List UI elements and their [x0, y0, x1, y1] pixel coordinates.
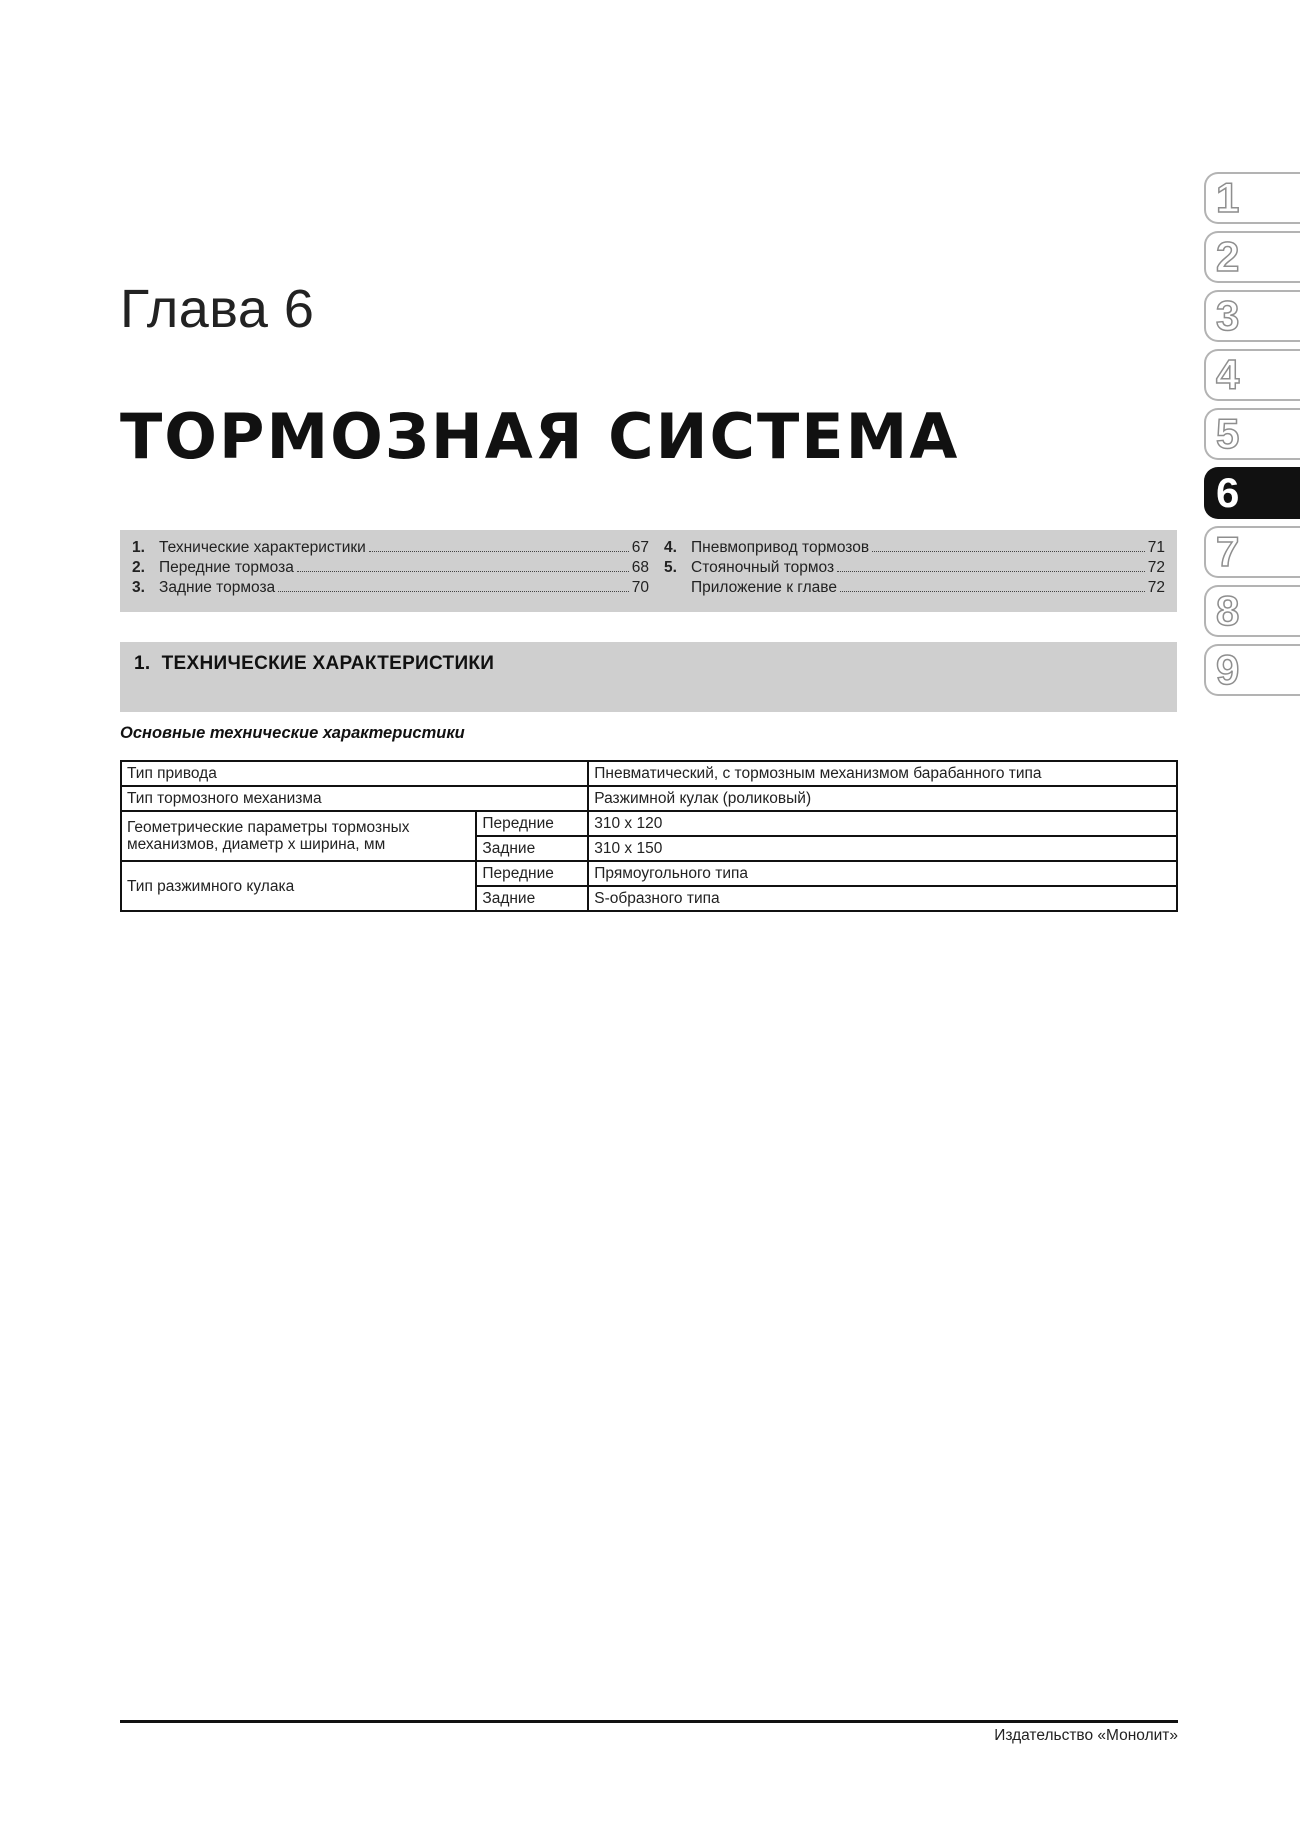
toc-item-page: 67 — [631, 539, 649, 556]
table-cell-sublabel: Задние — [476, 836, 588, 861]
toc-item-number: 1. — [132, 539, 145, 556]
chapter-tab-3[interactable]: 3 — [1204, 290, 1300, 342]
chapter-tab-2[interactable]: 2 — [1204, 231, 1300, 283]
toc-leader-dots — [872, 550, 1145, 552]
section-number: 1. — [134, 653, 151, 674]
toc-leader-dots — [840, 590, 1145, 592]
toc-item-page: 72 — [1147, 579, 1165, 596]
toc-item[interactable] — [132, 579, 649, 599]
table-cell-value: Пневматический, с тормозным механизмом барабанного типа — [588, 761, 1177, 786]
table-of-contents — [120, 530, 1177, 612]
toc-leader-dots — [837, 570, 1145, 572]
toc-item-title: Стояночный тормоз — [691, 559, 835, 576]
toc-item[interactable] — [132, 559, 649, 579]
toc-item-number: 4. — [664, 539, 677, 556]
chapter-tabs — [1204, 172, 1300, 703]
table-row — [121, 786, 1177, 811]
table-cell-value: Разжимной кулак (роликовый) — [588, 786, 1177, 811]
table-cell-label: Тип разжимного кулака — [121, 861, 476, 911]
table-cell-value: Прямоугольного типа — [588, 861, 1177, 886]
table-cell-label: Тип привода — [121, 761, 588, 786]
toc-leader-dots — [278, 590, 629, 592]
toc-item-number: 2. — [132, 559, 145, 576]
chapter-tab-8[interactable]: 8 — [1204, 585, 1300, 637]
chapter-tab-7[interactable]: 7 — [1204, 526, 1300, 578]
toc-item[interactable] — [664, 579, 1165, 599]
chapter-label: Глава 6 — [120, 279, 315, 339]
toc-item[interactable] — [664, 559, 1165, 579]
footer-divider — [120, 1720, 1178, 1723]
chapter-tab-4[interactable]: 4 — [1204, 349, 1300, 401]
table-row — [121, 861, 1177, 886]
chapter-title: ТОРМОЗНАЯ СИСТЕМА — [120, 400, 960, 473]
toc-leader-dots — [297, 570, 629, 572]
toc-item-number: 3. — [132, 579, 145, 596]
toc-item-title: Пневмопривод тормозов — [691, 539, 870, 556]
table-cell-sublabel: Передние — [476, 861, 588, 886]
table-cell-label: Геометрические параметры тормозных механизмов, диаметр х ширина, мм — [121, 811, 476, 861]
table-cell-sublabel: Задние — [476, 886, 588, 911]
toc-item-page: 72 — [1147, 559, 1165, 576]
chapter-tab-9[interactable]: 9 — [1204, 644, 1300, 696]
table-cell-sublabel: Передние — [476, 811, 588, 836]
toc-item-title: Задние тормоза — [159, 579, 276, 596]
toc-item-number: 5. — [664, 559, 677, 576]
toc-item-title: Приложение к главе — [691, 579, 837, 596]
specs-table — [120, 760, 1178, 912]
table-row — [121, 761, 1177, 786]
table-cell-label: Тип тормозного механизма — [121, 786, 588, 811]
toc-leader-dots — [369, 550, 629, 552]
table-cell-value: 310 х 120 — [588, 811, 1177, 836]
chapter-tab-1[interactable]: 1 — [1204, 172, 1300, 224]
table-cell-value: 310 х 150 — [588, 836, 1177, 861]
toc-item-page: 71 — [1147, 539, 1165, 556]
toc-item[interactable] — [132, 539, 649, 559]
toc-item-page: 68 — [631, 559, 649, 576]
toc-item-page: 70 — [631, 579, 649, 596]
footer-publisher: Издательство «Монолит» — [994, 1727, 1178, 1744]
chapter-tab-5[interactable]: 5 — [1204, 408, 1300, 460]
section-header-bar — [120, 642, 1177, 712]
toc-item-title: Технические характеристики — [159, 539, 366, 556]
toc-item-title: Передние тормоза — [159, 559, 294, 576]
section-heading — [134, 653, 494, 675]
chapter-tab-6-active[interactable]: 6 — [1204, 467, 1300, 519]
toc-column-left — [132, 539, 649, 599]
section-title: ТЕХНИЧЕСКИЕ ХАРАКТЕРИСТИКИ — [161, 653, 495, 674]
toc-item[interactable] — [664, 539, 1165, 559]
table-row — [121, 811, 1177, 836]
table-cell-value: S-образного типа — [588, 886, 1177, 911]
toc-column-right — [664, 539, 1165, 599]
table-caption: Основные технические характеристики — [120, 724, 465, 742]
